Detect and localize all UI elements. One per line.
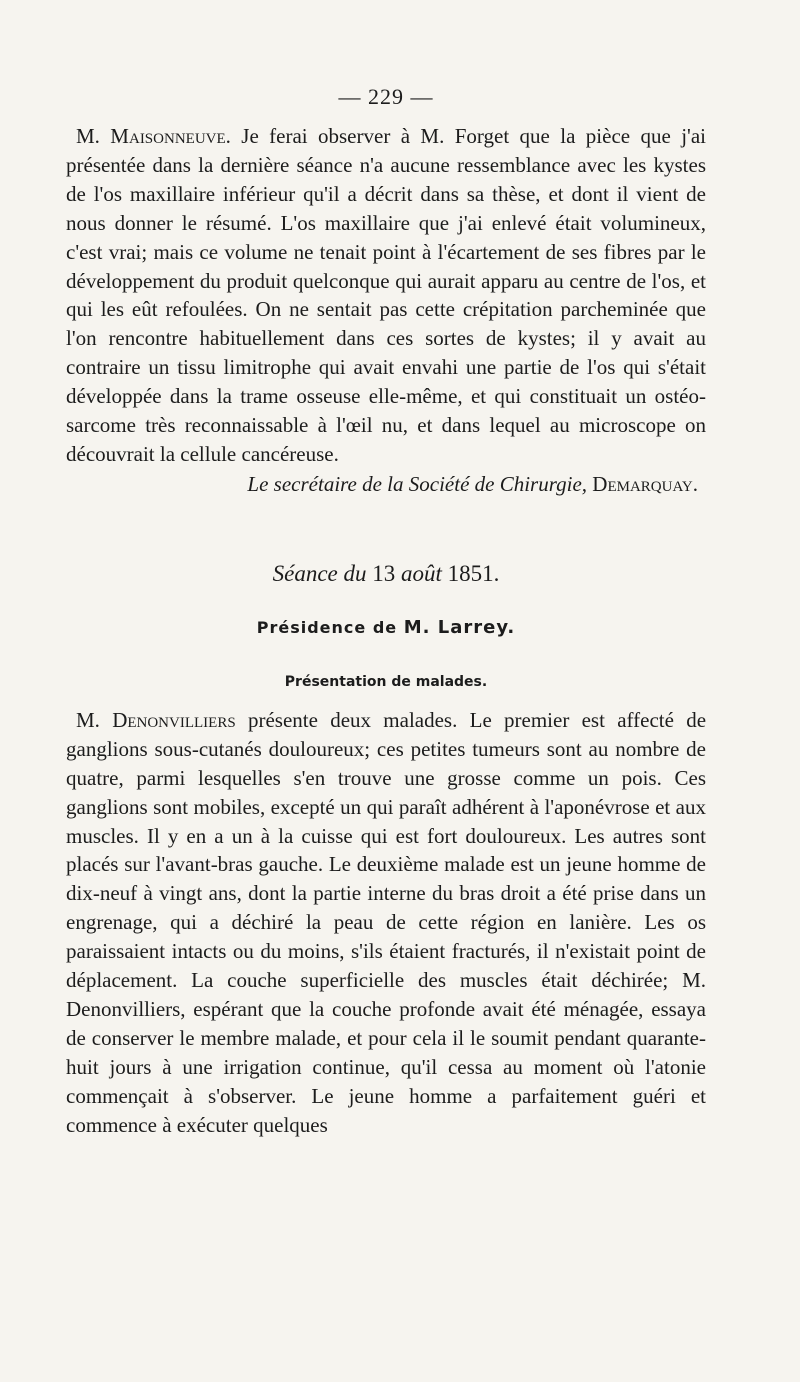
signature-name: Demarquay. <box>592 471 698 496</box>
paragraph-text: Je ferai observer à M. Forget que la pièce que j'ai présentée dans la dernière séance n'a aucune ressemblance avec les kystes de l'os maxillaire inférieur qu'il a décrit dans sa thèse, et dont il vient de nous donner le résumé. L'os maxillaire que j'ai enlevé était volumineux, c'est vrai; mais ce volume ne tenait point à l'écartement de ses fibres par le développement du produit quelconque qui aurait apparu au centre de l'os, et qui les eût refoulées. On ne sentait pas cette crépitation parcheminée que l'on rencontre habituellement dans ces sortes de kystes; il y avait au contraire un tissu limitrophe qui avait envahi une partie de l'os qui s'était développée dans la trame osseuse elle-même, et qui constituait un ostéo-sarcome très reconnaissable à l'œil nu, et dans lequel au microscope on découvrait la cellule cancéreuse. <box>66 124 706 466</box>
speaker-name: M. Maisonneuve. <box>76 124 231 148</box>
paragraph-text: présente deux malades. Le premier est affecté de ganglions sous-cutanés douloureux; ces petites tumeurs sont au nombre de quatre, parmi lesquelles s'en trouve une grosse comme un pois. Ces ganglions sont mobiles, excepté un qui paraît adhérent à l'aponévrose et aux muscles. Il y en a un à la cuisse qui est fort douloureux. Les autres sont placés sur l'avant-bras gauche. Le deuxième malade est un jeune homme de dix-neuf à vingt ans, dont la partie interne du bras droit a été prise dans un engrenage, qui a déchiré la peau de cette région en lanière. Les os paraissaient intacts ou du moins, s'ils étaient fracturés, il n'existait point de déplacement. La couche superficielle des muscles était déchirée; M. Denonvilliers, espérant que la couche profonde avait été ménagée, essaya de conserver le membre malade, et pour cela il le soumit pendant quarante-huit jours à une irrigation continue, qu'il cessa au moment où l'atonie commençait à s'observer. Le jeune homme a parfaitement guéri et commence à exécuter quelques <box>66 707 707 1137</box>
page <box>66 84 706 1139</box>
speaker-name: M. Denonvilliers <box>76 707 236 732</box>
presidence-label: Présidence de <box>256 617 398 637</box>
seance-month: août <box>401 560 442 586</box>
paragraph-denonvilliers <box>66 706 706 1140</box>
paragraph-maisonneuve <box>66 122 706 469</box>
signature <box>66 470 706 499</box>
seance-day: 13 <box>372 560 396 586</box>
signature-title: Le secrétaire de la Société de Chirurgie, <box>247 471 588 496</box>
seance-label: Séance du <box>272 560 367 586</box>
presidence-heading <box>66 617 706 638</box>
page-number: — 229 — <box>338 84 434 109</box>
presidence-name: M. Larrey. <box>403 616 516 638</box>
seance-year: 1851. <box>447 560 500 586</box>
section-title: Présentation de malades. <box>284 673 488 690</box>
seance-heading <box>66 561 706 587</box>
